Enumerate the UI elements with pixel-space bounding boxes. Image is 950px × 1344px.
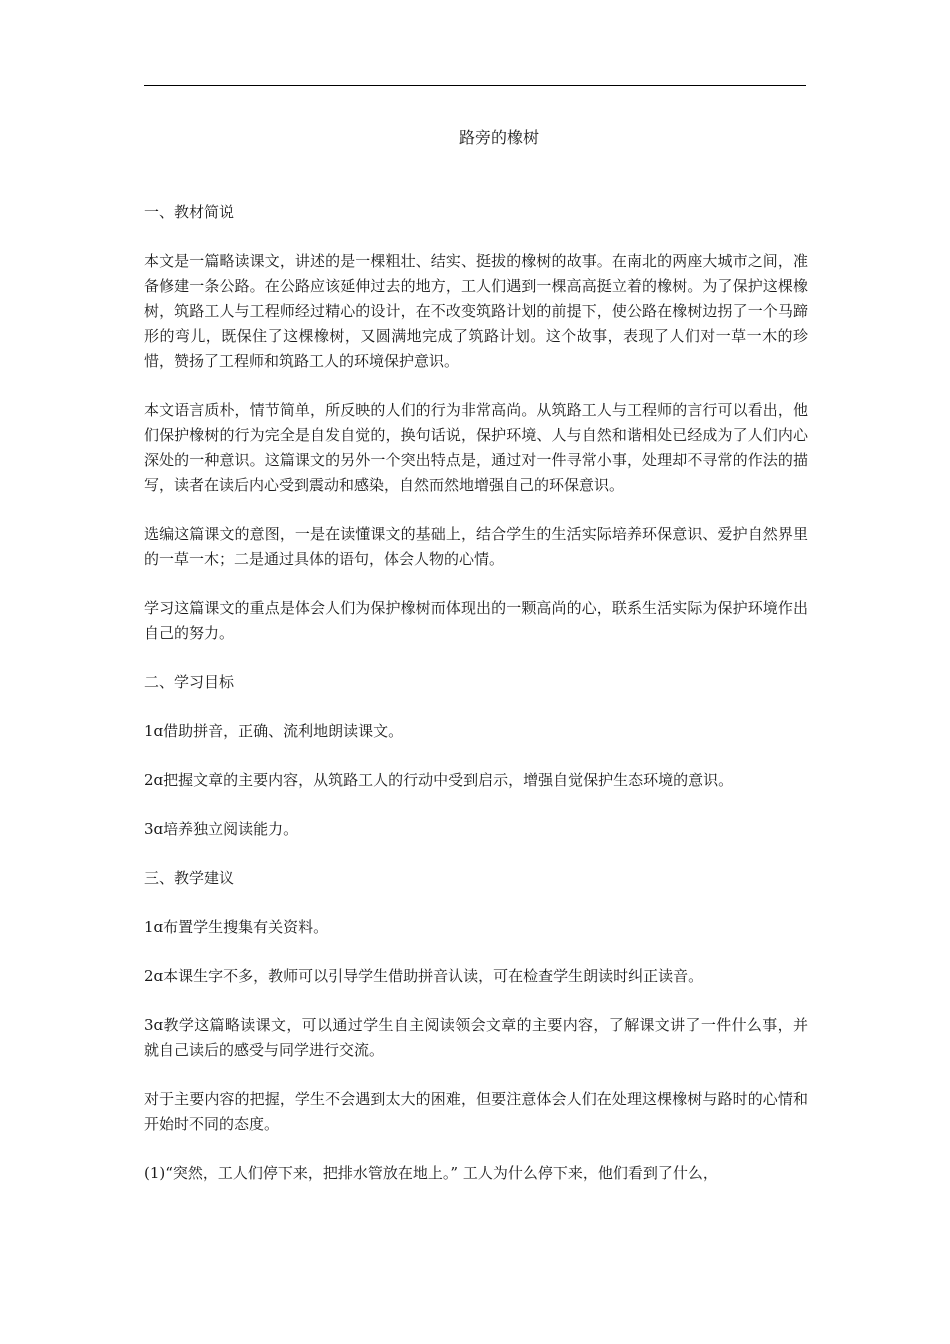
list-item: 3ɑ培养独立阅读能力。 [144, 820, 299, 838]
list-item: 1ɑ借助拼音，正确、流利地朗读课文。 [144, 722, 404, 740]
paragraph: 本文是一篇略读课文，讲述的是一棵粗壮、结实、挺拔的橡树的故事。在南北的两座大城市之间，准备修建一条公路。在公路应该延伸过去的地方，工人们遇到一棵高高挺立着的橡树。为了保护这棵橡树，筑路工人与工程师经过精心的设计，在不改变筑路计划的前提下，使公路在橡树边拐了一个马蹄形的弯儿，既保住了这棵橡树，又圆满地完成了筑路计划。这个故事，表现了人们对一草一木的珍惜，赞扬了工程师和筑路工人的环境保护意识。 [144, 252, 808, 370]
header-rule [144, 85, 806, 86]
document-title: 路旁的橡树 [458, 128, 539, 147]
paragraph: 本文语言质朴，情节简单，所反映的人们的行为非常高尚。从筑路工人与工程师的言行可以看出，他们保护橡树的行为完全是自发自觉的，换句话说，保护环境、人与自然和谐相处已经成为了人们内心深处的一种意识。这篇课文的另外一个突出特点是，通过对一件寻常小事，处理却不寻常的作法的描写，读者在读后内心受到震动和感染，自然而然地增强自己的环保意识。 [144, 401, 808, 494]
paragraph: (1)“突然，工人们停下来，把排水管放在地上。” 工人为什么停下来，他们看到了什么， [144, 1164, 718, 1182]
paragraph: 学习这篇课文的重点是体会人们为保护橡树而体现出的一颗高尚的心，联系生活实际为保护环境作出自己的努力。 [144, 599, 808, 642]
list-item: 3ɑ教学这篇略读课文，可以通过学生自主阅读领会文章的主要内容，了解课文讲了一件什么事，并就自己读后的感受与同学进行交流。 [144, 1016, 808, 1059]
paragraph: 选编这篇课文的意图，一是在读懂课文的基础上，结合学生的生活实际培养环保意识、爱护自然界里的一草一木；二是通过具体的语句，体会人物的心情。 [144, 525, 808, 568]
paragraph: 对于主要内容的把握，学生不会遇到太大的困难，但要注意体会人们在处理这棵橡树与路时的心情和开始时不同的态度。 [144, 1090, 808, 1133]
list-item: 2ɑ本课生字不多，教师可以引导学生借助拼音认读，可在检查学生朗读时纠正读音。 [144, 967, 704, 985]
document-body [144, 200, 808, 1210]
section-heading-3: 三、教学建议 [144, 869, 235, 887]
section-heading-1: 一、教材简说 [144, 203, 235, 221]
list-item: 2ɑ把握文章的主要内容，从筑路工人的行动中受到启示，增强自觉保护生态环境的意识。 [144, 771, 734, 789]
list-item: 1ɑ布置学生搜集有关资料。 [144, 918, 329, 936]
section-heading-2: 二、学习目标 [144, 673, 235, 691]
